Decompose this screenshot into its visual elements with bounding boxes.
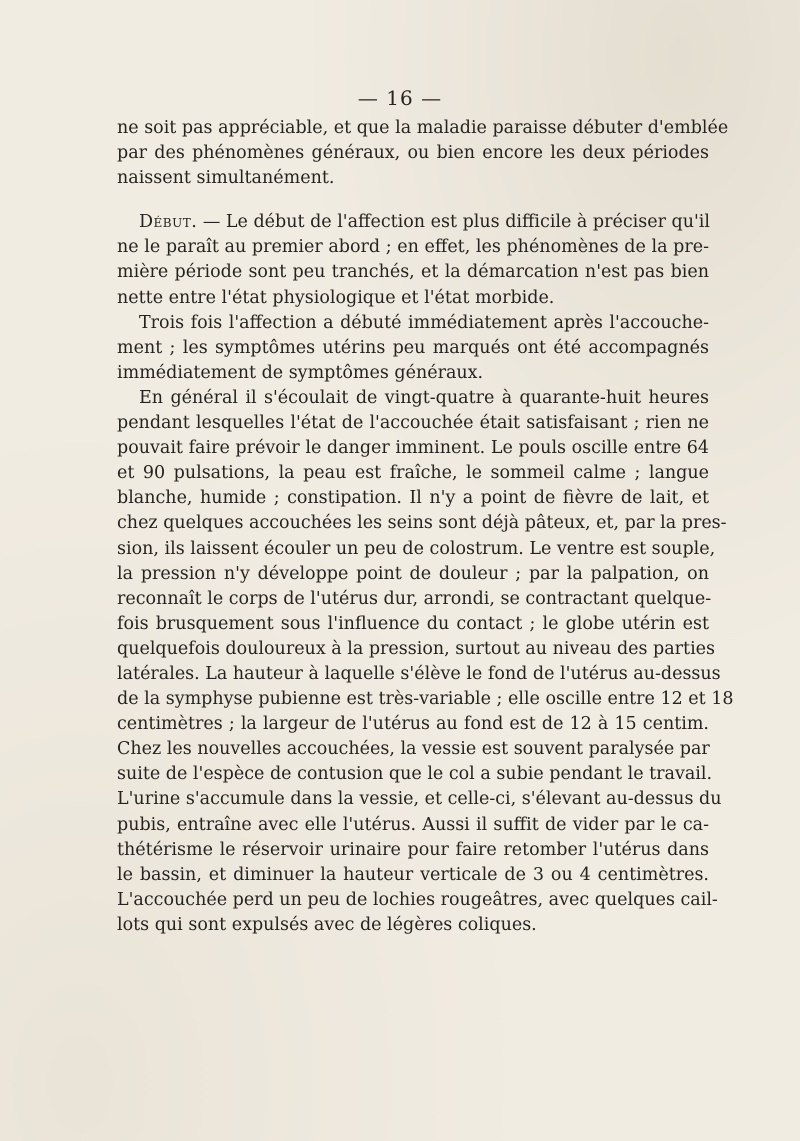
text-line: pendant lesquelles l'état de l'accouchée était satisfaisant ; rien ne — [117, 413, 709, 434]
text-line: le bassin, et diminuer la hauteur verticale de 3 ou 4 centimètres. — [117, 864, 709, 885]
text-line: fois brusquement sous l'influence du contact ; le globe utérin est — [117, 613, 709, 634]
paragraph — [117, 210, 709, 310]
text-line: par des phénomènes généraux, ou bien encore les deux périodes — [117, 143, 709, 164]
text-line: chez quelques accouchées les seins sont déjà pâteux, et, par la pres- — [117, 513, 727, 534]
paragraph — [117, 116, 729, 191]
paragraph-gap — [117, 191, 709, 210]
text-line: pubis, entraîne avec elle l'utérus. Aussi il suffit de vider par le ca- — [117, 814, 709, 835]
text-line: la pression n'y développe point de douleur ; par la palpation, on — [117, 563, 709, 584]
page-number: — 16 — — [357, 86, 443, 110]
paragraph — [117, 311, 709, 386]
text-line: et 90 pulsations, la peau est fraîche, le sommeil calme ; langue — [117, 463, 709, 484]
heading-continuation: — Le début de l'affection est plus difficile à préciser qu'il — [197, 212, 710, 233]
body-text — [117, 116, 734, 938]
text-line: En général il s'écoulait de vingt-quatre à quarante-huit heures — [139, 387, 709, 408]
text-line: centimètres ; la largeur de l'utérus au fond est de 12 à 15 centim. — [117, 714, 709, 735]
text-line: thétérisme le réservoir urinaire pour faire retomber l'utérus dans — [117, 839, 709, 860]
text-line: L'urine s'accumule dans la vessie, et celle-ci, s'élevant au-dessus du — [117, 789, 722, 810]
text-line: immédiatement de symptômes généraux. — [117, 362, 484, 383]
text-line: latérales. La hauteur à laquelle s'élève le fond de l'utérus au-dessus — [117, 663, 721, 684]
text-line: suite de l'espèce de contusion que le col a subie pendant le travail. — [117, 764, 713, 785]
text-line: nette entre l'état physiologique et l'état morbide. — [117, 287, 555, 308]
text-line: naissent simultanément. — [117, 168, 335, 189]
text-line: sion, ils laissent écouler un peu de colostrum. Le ventre est souple, — [117, 538, 716, 559]
text-line: lots qui sont expulsés avec de légères coliques. — [117, 914, 537, 935]
paragraph — [117, 386, 734, 938]
text-line — [117, 210, 709, 235]
text-line: quelquefois douloureux à la pression, surtout au niveau des parties — [117, 638, 716, 659]
text-line: Chez les nouvelles accouchées, la vessie est souvent paralysée par — [117, 739, 710, 760]
text-line: L'accouchée perd un peu de lochies rougeâtres, avec quelques cail- — [117, 889, 718, 910]
text-line: ment ; les symptômes utérins peu marqués ont été accompagnés — [117, 337, 709, 358]
text-line: blanche, humide ; constipation. Il n'y a point de fièvre de lait, et — [117, 488, 709, 509]
section-heading: Début. — [139, 212, 198, 233]
text-line: Trois fois l'affection a débuté immédiatement après l'accouche- — [139, 312, 709, 333]
text-line: ne soit pas appréciable, et que la maladie paraisse débuter d'emblée — [117, 118, 729, 138]
text-line: ne le paraît au premier abord ; en effet, les phénomènes de la pre- — [117, 237, 709, 258]
text-line: reconnaît le corps de l'utérus dur, arrondi, se contractant quelque- — [117, 588, 712, 609]
text-line: mière période sont peu tranchés, et la démarcation n'est pas bien — [117, 262, 709, 283]
text-line: de la symphyse pubienne est très-variable ; elle oscille entre 12 et 18 — [117, 689, 734, 710]
text-line: pouvait faire prévoir le danger imminent. Le pouls oscille entre 64 — [117, 438, 709, 459]
